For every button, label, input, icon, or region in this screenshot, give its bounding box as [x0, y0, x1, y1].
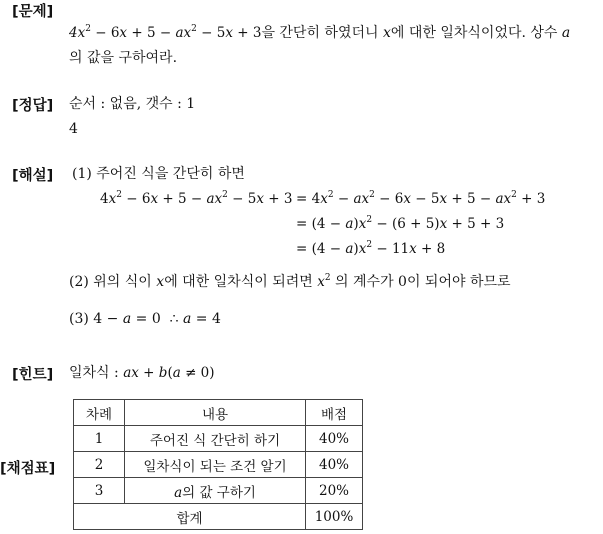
- table-row: [74, 478, 363, 504]
- hint-math: ax + b(a ≠ 0): [123, 365, 215, 381]
- row-points: 40%: [306, 452, 363, 478]
- row-points: 20%: [306, 478, 363, 504]
- hint-label: [힌트]: [12, 367, 54, 383]
- problem-label: [문제]: [12, 4, 54, 20]
- row-content: [125, 478, 306, 504]
- problem-const-a: a: [561, 25, 571, 41]
- row-order: 3: [74, 478, 125, 504]
- row-content: 일차식이 되는 조건 알기: [125, 452, 306, 478]
- row-order: 1: [74, 426, 125, 452]
- total-label: 합계: [74, 504, 306, 530]
- row-content-var: a: [174, 484, 183, 501]
- solution-label: [해설]: [12, 168, 54, 184]
- header-content: 내용: [125, 400, 306, 426]
- problem-text-b: 에 대한 일차식이었다. 상수: [390, 25, 558, 41]
- header-points: 배점: [306, 400, 363, 426]
- table-row: [74, 452, 363, 478]
- row-order: 2: [74, 452, 125, 478]
- step2-var-x: x: [156, 274, 165, 290]
- problem-line-1: [69, 24, 570, 42]
- solution-step-3: (3) 4 − a = 0 ∴ a = 4: [69, 311, 221, 327]
- solution-eq-row-2: = $(4 - a)x^2 - (6 + 5)x + 5 + 3$: [296, 215, 505, 232]
- step2-term: $x^2$: [317, 273, 331, 290]
- solution-eq-lhs: $4x^2 - 6x + 5 - ax^2 - 5x + 3$: [100, 190, 293, 207]
- hint-prefix: 일차식 :: [69, 365, 119, 381]
- answer-line-1: 순서 : 없음, 갯수 : 1: [69, 96, 196, 112]
- answer-label: [정답]: [12, 98, 54, 114]
- step2-suffix: 의 계수가 0이 되어야 하므로: [335, 274, 511, 290]
- solution-eq-row-1: = $4x^2 - ax^2 - 6x - 5x + 5 - ax^2 + 3$: [296, 190, 546, 207]
- row-content-text: 의 값 구하기: [182, 484, 256, 501]
- problem-var-x: x: [382, 25, 391, 41]
- table-total-row: [74, 504, 363, 530]
- table-header-row: [74, 400, 363, 426]
- scoring-label: [채점표]: [0, 461, 56, 477]
- answer-value: 4: [69, 121, 78, 137]
- row-points: 40%: [306, 426, 363, 452]
- problem-line-2: 의 값을 구하여라.: [69, 50, 178, 66]
- scoring-table: [73, 399, 363, 530]
- total-points: 100%: [306, 504, 363, 530]
- problem-expression: $4x^2 - 6x + 5 - ax^2 - 5x + 3$: [69, 24, 262, 41]
- hint-text: [69, 364, 215, 382]
- step2-mid: 에 대한 일차식이 되려면: [164, 274, 313, 290]
- solution-step-1: (1) 주어진 식을 간단히 하면: [72, 166, 245, 182]
- step2-prefix: (2) 위의 식이: [69, 274, 152, 290]
- problem-text-a: 을 간단히 하였더니: [261, 25, 379, 41]
- solution-eq-row-3: = $(4 - a)x^2 - 11x + 8$: [296, 240, 446, 257]
- table-row: [74, 426, 363, 452]
- header-order: 차례: [74, 400, 125, 426]
- row-content: 주어진 식 간단히 하기: [125, 426, 306, 452]
- solution-step-2: [69, 273, 511, 291]
